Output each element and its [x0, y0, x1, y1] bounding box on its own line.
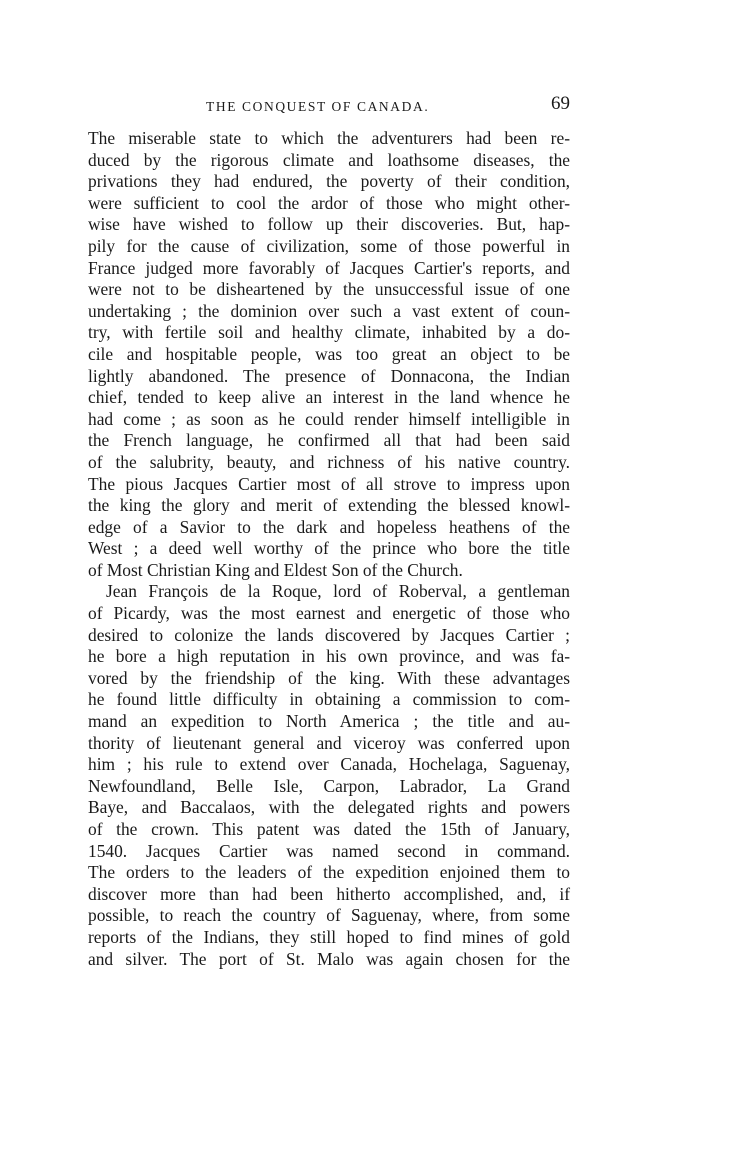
text-line: thority of lieutenant general and viceroy was conferred upon	[88, 732, 570, 753]
text-line: lightly abandoned. The presence of Donnacona, the Indian	[88, 365, 570, 386]
text-line: him ; his rule to extend over Canada, Hochelaga, Saguenay,	[88, 754, 570, 775]
text-line: duced by the rigorous climate and loathsome diseases, the	[88, 149, 570, 170]
paragraph-2	[88, 581, 570, 970]
text-line: discover more than had been hitherto accomplished, and, if	[88, 883, 570, 904]
text-line: The orders to the leaders of the expedition enjoined them to	[88, 862, 570, 883]
text-line: were sufficient to cool the ardor of those who might other-	[88, 192, 570, 213]
text-line: and silver. The port of St. Malo was again chosen for the	[88, 948, 570, 969]
text-line: Baye, and Baccalaos, with the delegated rights and powers	[88, 797, 570, 818]
text-line: edge of a Savior to the dark and hopeless heathens of the	[88, 516, 570, 537]
running-title: THE CONQUEST OF CANADA.	[206, 99, 430, 114]
text-line: of Most Christian King and Eldest Son of the Church.	[88, 559, 463, 580]
text-line: had come ; as soon as he could render himself intelligible in	[88, 408, 570, 429]
text-line: mand an expedition to North America ; the title and au-	[88, 711, 570, 732]
text-line: Jean François de la Roque, lord of Roberval, a gentleman	[106, 581, 570, 602]
text-line: he bore a high reputation in his own province, and was fa-	[88, 646, 570, 667]
text-line: of the salubrity, beauty, and richness of his native country.	[88, 451, 570, 472]
text-line: were not to be disheartened by the unsuccessful issue of one	[88, 279, 570, 300]
text-line: chief, tended to keep alive an interest in the land whence he	[88, 387, 570, 408]
text-line: he found little difficulty in obtaining a commission to com-	[88, 689, 570, 710]
text-line: possible, to reach the country of Saguenay, where, from some	[88, 905, 570, 926]
text-line: undertaking ; the dominion over such a vast extent of coun-	[88, 300, 570, 321]
body-text	[88, 128, 570, 970]
text-line: wise have wished to follow up their discoveries. But, hap-	[88, 214, 570, 235]
text-line: France judged more favorably of Jacques Cartier's reports, and	[88, 257, 570, 278]
text-line: West ; a deed well worthy of the prince who bore the title	[88, 538, 570, 559]
text-line: The miserable state to which the adventurers had been re-	[88, 128, 570, 148]
text-line: desired to colonize the lands discovered by Jacques Cartier ;	[88, 624, 570, 645]
text-line: of Picardy, was the most earnest and energetic of those who	[88, 603, 570, 624]
text-line: try, with fertile soil and healthy climate, inhabited by a do-	[88, 322, 570, 343]
running-head	[88, 93, 570, 119]
text-line: Newfoundland, Belle Isle, Carpon, Labrador, La Grand	[88, 775, 570, 796]
text-line: vored by the friendship of the king. With these advantages	[88, 667, 570, 688]
text-line: privations they had endured, the poverty of their condition,	[88, 171, 570, 192]
text-line: reports of the Indians, they still hoped to find mines of gold	[88, 926, 570, 947]
text-line: the king the glory and merit of extending the blessed knowl-	[88, 495, 570, 516]
text-line: cile and hospitable people, was too great an object to be	[88, 343, 570, 364]
page-number: 69	[551, 93, 570, 114]
text-line: pily for the cause of civilization, some of those powerful in	[88, 235, 570, 256]
text-line: 1540. Jacques Cartier was named second in command.	[88, 840, 570, 861]
paragraph-1	[88, 128, 570, 581]
text-line: of the crown. This patent was dated the 15th of January,	[88, 819, 570, 839]
text-line: The pious Jacques Cartier most of all strove to impress upon	[88, 473, 570, 494]
text-line: the French language, he confirmed all that had been said	[88, 430, 570, 451]
